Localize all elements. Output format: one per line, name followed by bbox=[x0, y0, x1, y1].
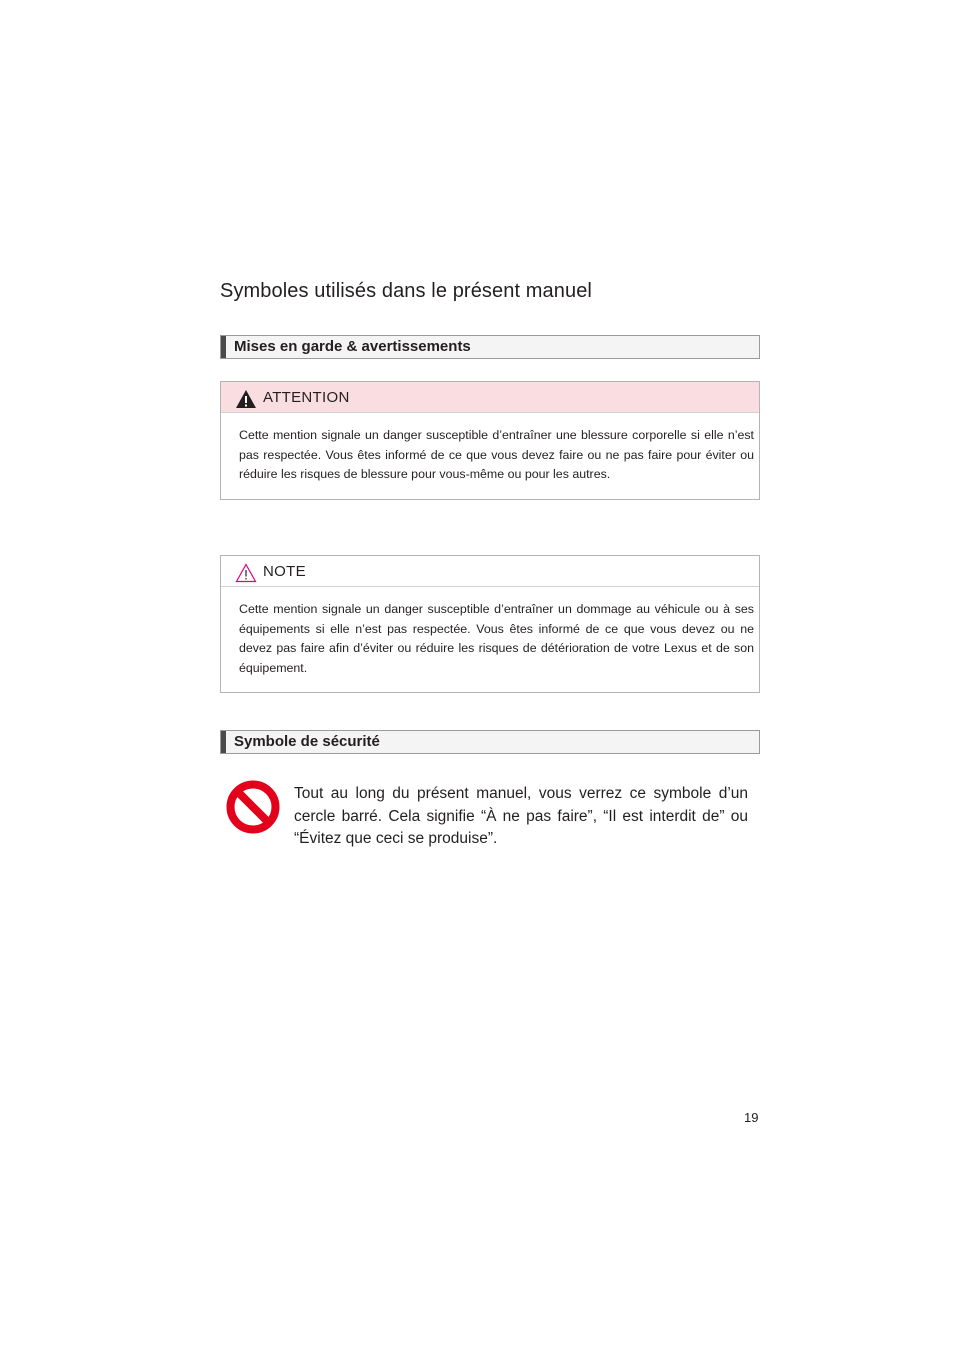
section-header-bar bbox=[221, 731, 226, 753]
section-header-safety bbox=[220, 730, 760, 754]
attention-box bbox=[220, 381, 760, 500]
section-header-warnings bbox=[220, 335, 760, 359]
note-label: NOTE bbox=[263, 563, 306, 580]
page-number: 19 bbox=[744, 1110, 759, 1125]
prohibition-icon bbox=[226, 780, 280, 834]
warning-triangle-outline-icon bbox=[235, 563, 257, 583]
section-header-label: Symbole de sécurité bbox=[234, 733, 380, 750]
attention-label: ATTENTION bbox=[263, 389, 350, 406]
warning-triangle-filled-icon bbox=[235, 389, 257, 409]
attention-box-header bbox=[221, 382, 759, 413]
section-header-bar bbox=[221, 336, 226, 358]
section-header-label: Mises en garde & avertissements bbox=[234, 338, 471, 355]
note-text: Cette mention signale un danger susceptible d’entraîner un dommage au véhicule ou à ses équipements si elle n’est pas respectée. Vous êtes informé de ce que vous devez ou ne devez pas faire afin d’éviter ou réduire les risques de détérioration de votre Lexus et de son équipement. bbox=[239, 602, 754, 675]
note-box-header bbox=[221, 556, 759, 587]
safety-text: Tout au long du présent manuel, vous verrez ce symbole d’un cercle barré. Cela signifie “À ne pas faire”, “Il est interdit de” ou “Évitez que ceci se produise”. bbox=[294, 785, 748, 847]
attention-text: Cette mention signale un danger susceptible d’entraîner une blessure corporelle si elle n’est pas respectée. Vous êtes informé de ce que vous devez faire ou ne pas faire pour éviter ou réduire les risques de blessure pour vous-même ou pour les autres. bbox=[221, 413, 759, 499]
note-box bbox=[220, 555, 760, 693]
page-title: Symboles utilisés dans le présent manuel bbox=[220, 280, 592, 302]
